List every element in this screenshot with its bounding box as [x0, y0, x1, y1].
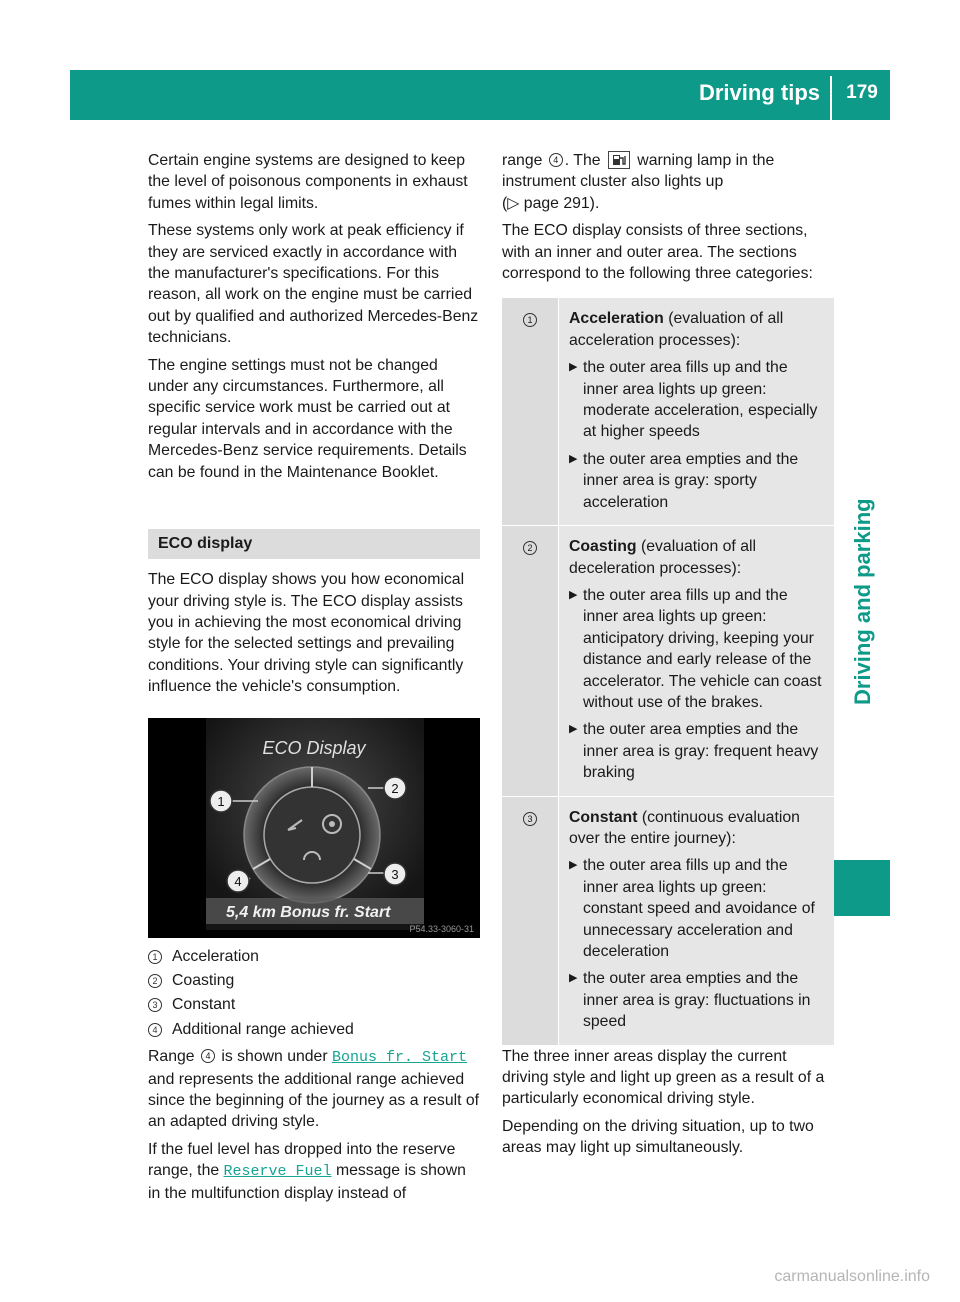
chapter-sidebar: [834, 130, 890, 1190]
triangle-bullet-icon: ▶: [569, 859, 578, 872]
legend-number: 4: [148, 1023, 162, 1037]
category-desc: (evaluation of all acceleration processes):: [569, 310, 784, 349]
paragraph-service: These systems only work at peak efficiency if they are serviced exactly in accordance with the manufacturer's specifications. For this reason, all work on the engine must be carried out by qualified and authorized Mercedes-Benz technicians.: [148, 222, 479, 347]
category-title: Constant: [569, 808, 638, 826]
legend-number: 2: [148, 974, 162, 988]
callout-4: [227, 870, 249, 892]
paragraph-reserve: If the fuel level has dropped into the reserve range, the Reserve Fuel message is shown in the multifunction display instead of: [148, 1140, 466, 1202]
category-desc: (continuous evaluation over the entire journey):: [569, 808, 800, 847]
list-item: ▶ the outer area empties and the inner area is gray: frequent heavy braking: [569, 719, 826, 783]
legend-item: [148, 970, 480, 991]
inner-ring: [264, 787, 360, 883]
legend-item: [148, 1019, 480, 1040]
svg-text:1: 1: [217, 793, 225, 809]
svg-text:3: 3: [391, 866, 399, 882]
category-table: [502, 298, 834, 1045]
legend-label: Coasting: [172, 971, 235, 989]
left-column: [148, 150, 480, 1210]
category-desc: (evaluation of all deceleration processes):: [569, 538, 757, 577]
sidebar-chapter-label: Driving and parking: [850, 498, 875, 705]
list-item: ▶ the outer area empties and the inner area is gray: fluctuations in speed: [569, 968, 826, 1032]
sidebar-marker: [834, 860, 890, 916]
fuel-pump-icon: [608, 151, 630, 169]
category-title: Coasting: [569, 538, 637, 556]
section-heading-eco: ECO display: [148, 529, 480, 559]
table-row: [502, 526, 834, 796]
watermark: carmanualsonline.info: [774, 1268, 930, 1285]
category-number: 3: [523, 812, 537, 826]
range-readout: 5,4 km Bonus fr. Start: [226, 903, 391, 921]
list-item: ▶ the outer area fills up and the inner area lights up green: constant speed and avoidance of unnecessary acceleration and deceleration: [569, 855, 826, 962]
paragraph-range: Range 4 is shown under Bonus fr. Start and represents the additional range achieved since the beginning of the journey as a result of an adapted driving style.: [148, 1048, 480, 1131]
list-item: ▶ the outer area fills up and the inner area lights up green: anticipatory driving, keeping your distance and early release of the accelerator. The vehicle can coast without use of the brakes.: [569, 585, 826, 713]
paragraph-settings: The engine settings must not be changed under any circumstances. Furthermore, all specific service work must be carried out at regular intervals and in accordance with the Mercedes-Benz service requirements. Details can be found in the Maintenance Booklet.: [148, 356, 467, 481]
legend-number: 3: [148, 998, 162, 1012]
display-message-bonus: Bonus fr. Start: [332, 1049, 468, 1067]
figure-legend: [148, 946, 480, 1041]
inline-number: 4: [549, 153, 563, 167]
legend-label: Additional range achieved: [172, 1020, 354, 1038]
legend-number: 1: [148, 950, 162, 964]
callout-2: [384, 777, 406, 799]
eco-display-illustration: [148, 718, 480, 938]
legend-item: [148, 994, 480, 1015]
page-number: 179: [846, 82, 878, 103]
paragraph-eco-intro: The ECO display shows you how economical your driving style is. The ECO display assists you in achieving the most economical driving style for the selected settings and prevailing conditions. Your driving style can significantly influence the vehicle's consumption.: [148, 571, 465, 696]
paragraph-sections: The ECO display consists of three sections, with an inner and outer area. The sections correspond to the following three categories:: [502, 222, 813, 283]
category-number: 1: [523, 313, 537, 327]
triangle-bullet-icon: ▶: [569, 972, 578, 985]
display-message-reserve: Reserve Fuel: [223, 1163, 332, 1181]
category-title: Acceleration: [569, 310, 664, 328]
table-row: [502, 298, 834, 526]
table-row: [502, 797, 834, 1046]
callout-3: [384, 863, 406, 885]
callout-1: [210, 790, 232, 812]
figure-title: ECO Display: [262, 737, 366, 758]
legend-item: [148, 946, 480, 967]
eco-display-figure: [148, 718, 480, 938]
category-number: 2: [523, 541, 537, 555]
right-column: [502, 150, 834, 1165]
triangle-bullet-icon: ▶: [569, 361, 578, 374]
figure-code: P54.33-3060-31: [409, 923, 474, 934]
triangle-bullet-icon: ▶: [569, 588, 578, 601]
svg-text:2: 2: [391, 780, 399, 796]
svg-text:4: 4: [234, 873, 242, 889]
paragraph-inner-areas: The three inner areas display the current driving style and light up green as a result of a particularly economical driving style.: [502, 1047, 825, 1108]
list-item: ▶ the outer area empties and the inner area is gray: sporty acceleration: [569, 449, 826, 513]
paragraph-exhaust: Certain engine systems are designed to keep the level of poisonous components in exhaust fumes within legal limits.: [148, 152, 468, 212]
inline-number: 4: [201, 1049, 215, 1063]
header-divider: [830, 76, 832, 120]
triangle-bullet-icon: ▶: [569, 452, 578, 465]
chapter-title: Driving tips: [698, 80, 820, 105]
legend-label: Acceleration: [172, 947, 259, 965]
page-header: [70, 70, 890, 120]
legend-label: Constant: [172, 996, 236, 1014]
triangle-bullet-icon: ▶: [569, 723, 578, 736]
list-item: ▶ the outer area fills up and the inner area lights up green: moderate acceleration, especially at higher speeds: [569, 357, 826, 443]
paragraph-warning-lamp: range 4 . The warning lamp in the instrument cluster also lights up (▷ page 291).: [502, 152, 775, 212]
paragraph-simultaneous: Depending on the driving situation, up to two areas may light up simultaneously.: [502, 1117, 814, 1157]
page-reference[interactable]: (▷ page 291).: [502, 194, 600, 212]
